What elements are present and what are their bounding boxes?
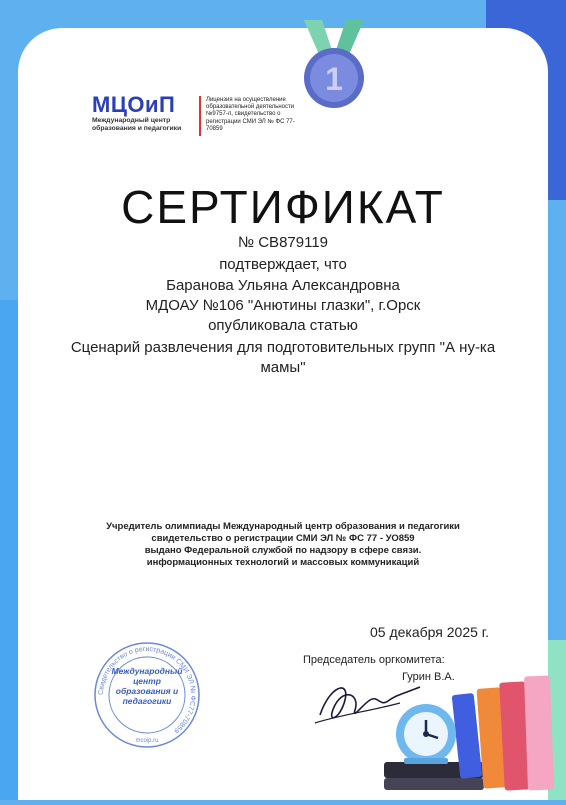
chair-label: Председатель оргкомитета: [303, 654, 445, 666]
stamp-seal [92, 640, 202, 750]
work-title: Сценарий развлечения для подготовительных групп "А ну-ка мамы" [70, 339, 496, 376]
medal-icon [294, 0, 374, 110]
logo [92, 92, 302, 142]
founder-info [60, 521, 506, 569]
stamp-center-text: Международный центр образования и педагогики [111, 666, 183, 706]
logo-subtitle: Международный центр образования и педагогики [92, 117, 182, 132]
medal-number: 1 [325, 61, 343, 97]
chair-name: Гурин В.А. [402, 671, 455, 683]
recipient-name: Баранова Ульяна Александровна [166, 277, 400, 294]
organization-name: МДОАУ №106 "Анютины глазки", г.Орск [145, 297, 421, 314]
logo-license: Лицензия на осуществление образовательной деятельности №9757-л, свидетельство о регистрации СМИ ЭЛ № ФС 77-70859 [206, 97, 295, 132]
logo-brand: МЦОиП [92, 92, 176, 117]
certificate-number: № CB879119 [237, 234, 329, 251]
founder-line-3: выдано Федеральной службой по надзору в сфере связи. [144, 545, 422, 556]
certificate-title: СЕРТИФИКАТ [121, 181, 445, 233]
stamp-site: mcoip.ru [135, 738, 159, 744]
logo-divider [199, 96, 201, 136]
founder-line-2: свидетельство о регистрации СМИ ЭЛ № ФС 77 - УО859 [151, 533, 415, 544]
founder-line-1: Учредитель олимпиады Международный центр образования и педагогики [106, 521, 460, 532]
founder-line-4: информационных технологий и массовых коммуникаций [146, 557, 420, 568]
action-text: опубликовала статью [208, 317, 358, 334]
books-clock-illustration [376, 670, 566, 800]
issue-date: 05 декабря 2025 г. [370, 624, 490, 640]
confirms-text: подтверждает, что [219, 256, 347, 273]
stamp-ring-text: Свидетельство о регистрации СМИ ЭЛ № ФС77-70859 [97, 645, 197, 734]
